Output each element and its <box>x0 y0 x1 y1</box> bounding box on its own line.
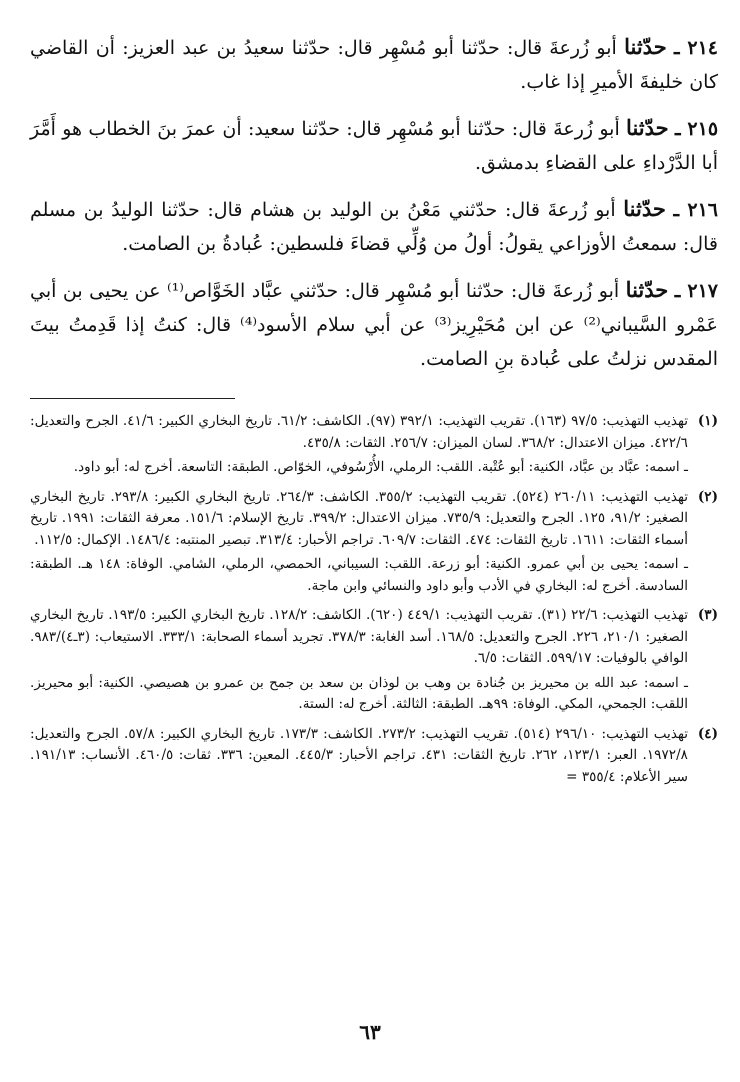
footnote-2 <box>30 487 718 598</box>
footnotes-section <box>30 411 718 788</box>
footnote-refs: تهذيب التهذيب: ٢٩٦/١٠ (٥١٤). تقريب التهذيب: ٢٧٣/٢. الكاشف: ١٧٣/٣. تاريخ البخاري الكبير: ٥٧/٨. الجرح والتعديل: ١٩٧٢/٨. العبر: ١٢٣/١، ٢٦٢. تاريخ الثقات: ٤٣١. تراجم الأحبار: ٤٤٥/٣. المعين: ٣٣٦. ثقات: ٤٦٠/٥. الأنساب: ١٩١/١٣. سير الأعلام: ٣٥٥/٤ = <box>30 725 689 785</box>
footnote-divider <box>30 398 235 399</box>
footnote-number: (٣) <box>697 607 718 623</box>
footnote-3 <box>30 605 718 716</box>
narration-217 <box>30 273 718 376</box>
narration-text: أبو زُرعةَ قال: حدّثنا أبو مُسْهِر قال: حدّثنا سعيدُ بن عبد العزيز: أن القاضي كان خليفةَ الأميرِ إذا غاب. <box>30 37 718 93</box>
page-content <box>30 30 718 796</box>
narration-keyword: حدّثنا <box>626 115 669 140</box>
narration-214 <box>30 30 718 99</box>
footnote-number: (١) <box>697 413 718 429</box>
footnote-bio: ـ اسمه: يحيى بن أبي عمرو. الكنية: أبو زرعة. اللقب: السيباني، الحمصي، الرملي، الشامي. الوفاة: ١٤٨ هـ. الطبقة: السادسة. أخرج له: البخاري في الأدب وأبو داود والنسائي وابن ماجة. <box>30 556 688 594</box>
footnote-bio: ـ اسمه: عبَّاد بن عبَّاد، الكنية: أبو عُتْبة. اللقب: الرملي، الأُرْسُوفي، الخوّاص. الطبقة: التاسعة. أخرج له: أبو داود. <box>73 459 688 475</box>
narration-keyword: حدّثنا <box>624 34 667 59</box>
narration-216 <box>30 192 718 261</box>
footnote-1 <box>30 411 718 479</box>
narration-number: ٢١٦ ـ <box>673 199 718 221</box>
narration-keyword: حدّثنا <box>625 277 669 302</box>
narration-number: ٢١٥ ـ <box>674 118 719 140</box>
footnote-body <box>30 487 688 598</box>
narration-number: ٢١٧ ـ <box>674 280 718 302</box>
narration-text: أبو زُرعةَ قال: حدّثنا أبو مُسْهِر قال: حدّثنا سعيد: أن عمرَ بنَ الخطاب هو أَمَّرَ أبا الدَّرْداءِ على القضاءِ بدمشق. <box>30 118 718 174</box>
footnote-refs: تهذيب التهذيب: ٢٢/٦ (٣١). تقريب التهذيب: ٤٤٩/١ (٦٢٠). الكاشف: ١٢٨/٢. تاريخ البخاري الكبير: ١٩٣/٥. تاريخ البخاري الصغير: ٢١٠/١، ٢٢٦. الجرح والتعديل: ١٦٨/٥. أسد الغابة: ٣٧٨/٣. تجريد أسماء الصحابة: ٣٣٣/١. الاستيعاب: (٣ـ٤)/٩٨٣. الوافي بالوفيات: ٥٩٩/١٧. الثقات: ٦/٥. <box>30 607 689 666</box>
footnote-number: (٤) <box>697 725 718 742</box>
footnote-bio: ـ اسمه: عبد الله بن محيريز بن جُنادة بن وهب بن لوذان بن سعد بن جمح بن عمرو بن هصيصي. الكنية: أبو محيريز. اللقب: الجمحي، المكي. الوفاة: ٩٩هـ. الطبقة: الثالثة. أخرج له: الستة. <box>30 674 688 712</box>
footnote-number: (٢) <box>697 488 718 505</box>
footnote-body <box>30 724 688 789</box>
page-number: ٦٣ <box>359 1020 381 1044</box>
narration-215 <box>30 111 718 180</box>
narrations-section <box>30 30 718 376</box>
narration-keyword: حدّثنا <box>623 196 666 221</box>
footnote-body <box>30 411 688 479</box>
narration-text: أبو زُرعةَ قال: حدّثنا أبو مُسْهِر قال: حدّثني عبَّاد الخَوَّاص⁽¹⁾ عن يحيى بن أبي عَمْرو السَّيباني⁽²⁾ عن ابن مُحَيْرِيز⁽³⁾ عن أبي سلام الأسود⁽⁴⁾ قال: كنتُ إذا قَدِمتُ بيتَ المقدس نزلتُ على عُبادة بنِ الصامت. <box>30 280 718 370</box>
footnote-refs: تهذيب التهذيب: ٢٦٠/١١ (٥٢٤). تقريب التهذيب: ٣٥٥/٢. الكاشف: ٢٦٤/٣. تاريخ البخاري الكبير: ٢٩٣/٨. تاريخ البخاري الصغير: ٩١/٢، ١٢٥. الجرح والتعديل: ٧٣٥/٩. ميزان الاعتدال: ٣٩٩/٢. تاريخ الإسلام: ١٥١/٦. معرفة الثقات: ١٩٩١. تاريخ أسماء الثقات: ١٦١١. تاريخ الثقات: ٤٧٤. الثقات: ٦٠٩/٧. تراجم الأحبار: ٣١٣/٤. تبصير المنتبه: ١٤٨٦/٤. الإكمال: ١١٢/٥. <box>30 488 689 548</box>
narration-text: أبو زُرعةَ قال: حدّثني مَعْنُ بن الوليد بن هشام قال: حدّثنا الوليدُ بن مسلم قال: سمعتُ الأوزاعي يقولُ: أولُ من وُلِّي قضاءَ فلسطين: عُبادةُ بن الصامت. <box>30 199 718 255</box>
footnote-4 <box>30 724 718 789</box>
footnote-refs: تهذيب التهذيب: ٩٧/٥ (١٦٣). تقريب التهذيب: ٣٩٢/١ (٩٧). الكاشف: ٦١/٢. تاريخ البخاري الكبير: ٤١/٦. الجرح والتعديل: ٤٢٢/٦. ميزان الاعتدال: ٣٦٨/٢. لسان الميزان: ٢٥٦/٧. الثقات: ٤٣٥/٨. <box>30 413 689 451</box>
narration-number: ٢١٤ ـ <box>673 37 718 59</box>
footnote-body <box>30 605 688 716</box>
